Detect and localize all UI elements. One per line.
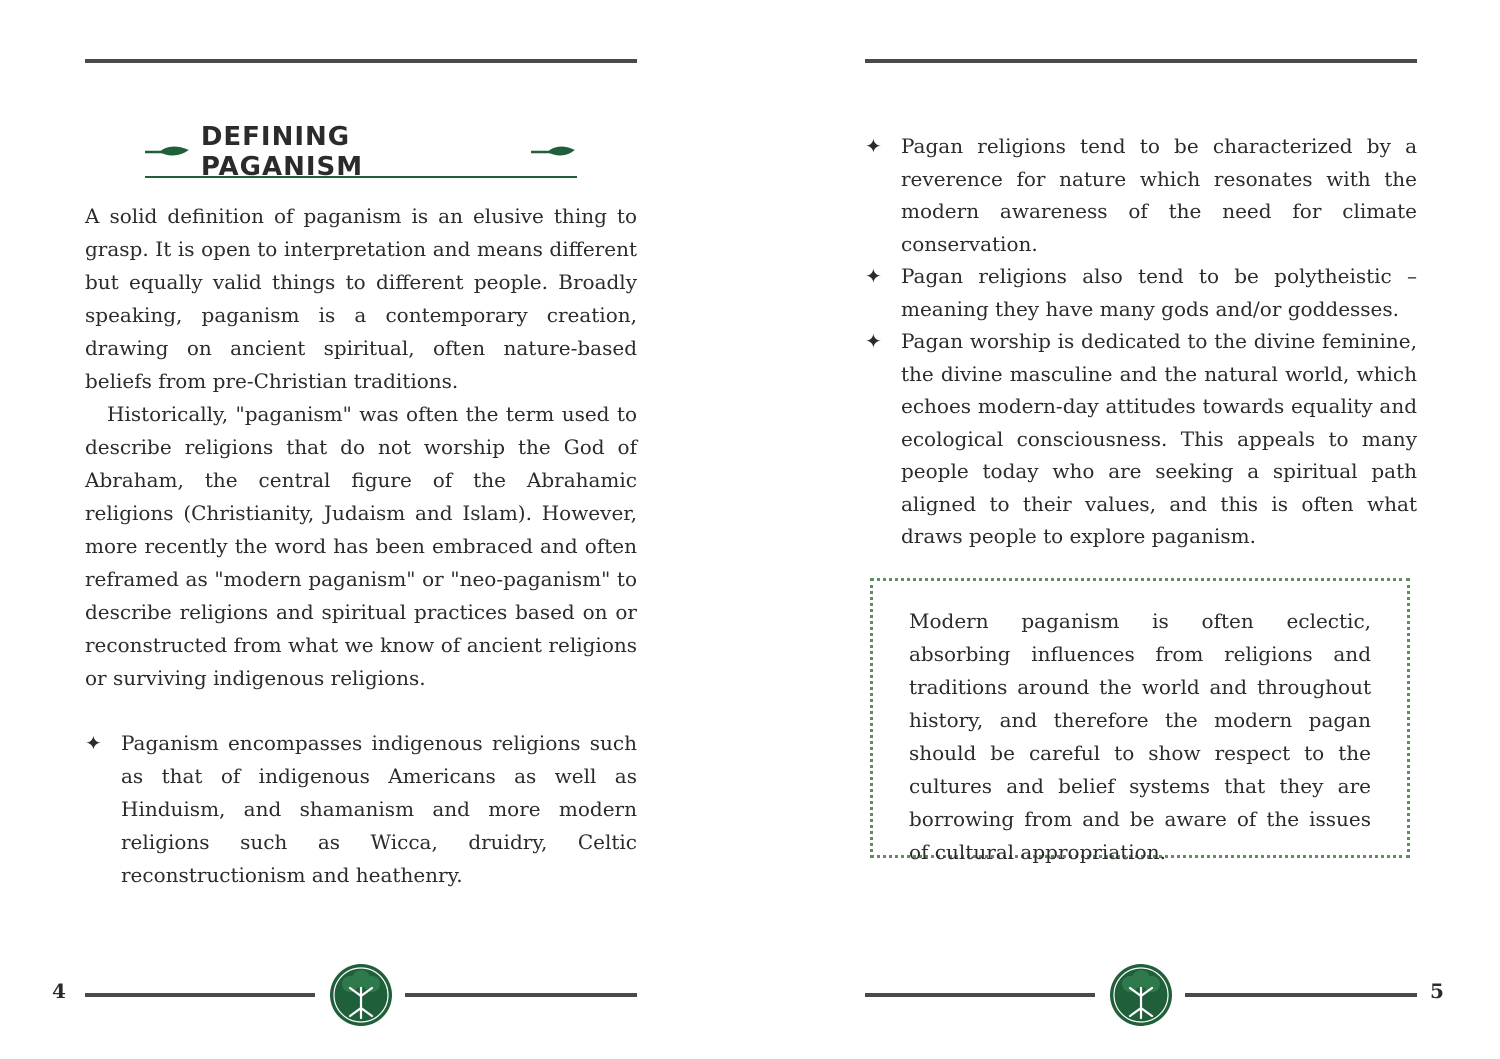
page-title: DEFINING PAGANISM: [200, 122, 364, 182]
list-item-text: Pagan religions also tend to be polytheistic – meaning they have many gods and/or goddesses.: [901, 264, 1417, 321]
section-heading: [145, 122, 577, 182]
list-item-text: Paganism encompasses indigenous religions such as that of indigenous Americans as well as Hinduism, and shamanism and more modern religions such as Wicca, druidry, Celtic reconstructionism and heathenry.: [121, 731, 637, 887]
four-point-star-icon: ✦: [865, 329, 882, 353]
list-item: [865, 260, 1417, 325]
bullet-list: [865, 130, 1417, 553]
tree-of-life-icon: [328, 962, 394, 1028]
four-point-star-icon: ✦: [865, 264, 882, 288]
list-item-text: Pagan worship is dedicated to the divine feminine, the divine masculine and the natural world, which echoes modern-day attitudes towards equality and ecological consciousness. This appeals to many people today who are seeking a spiritual path aligned to their values, and this is often what draws people to explore paganism.: [901, 329, 1417, 548]
right-page: [750, 0, 1500, 1059]
leaf-right-icon: [531, 141, 577, 163]
top-rule: [85, 59, 637, 63]
callout-box: [870, 578, 1410, 864]
callout-text: Modern paganism is often eclectic, absorbing influences from religions and traditions around the world and throughout history, and therefore the modern pagan should be careful to show respect to the cultures and belief systems that they are borrowing from and be aware of the issues of cultural appropriation.: [909, 609, 1371, 864]
list-item: [865, 130, 1417, 260]
paragraph: Historically, "paganism" was often the term used to describe religions that do not worship the God of Abraham, the central figure of the Abrahamic religions (Christianity, Judaism and Islam). However, more recently the word has been embraced and often reframed as "modern paganism" or "neo-paganism" to describe religions and spiritual practices based on or reconstructed from what we know of ancient religions or surviving indigenous religions.: [85, 402, 637, 690]
list-item: [85, 727, 637, 892]
list-item-text: Pagan religions tend to be characterized by a reverence for nature which resonates with the modern awareness of the need for climate conservation.: [901, 134, 1417, 256]
footer-rule-right: [1185, 993, 1417, 997]
page-number: 5: [1430, 979, 1444, 1003]
four-point-star-icon: ✦: [85, 731, 102, 755]
list-item: [865, 325, 1417, 553]
tree-of-life-icon: [1108, 962, 1174, 1028]
footer-rule-right: [405, 993, 637, 997]
paragraph: A solid definition of paganism is an elusive thing to grasp. It is open to interpretation and means different but equally valid things to different people. Broadly speaking, paganism is a contemporary creation, drawing on ancient spiritual, often nature-based beliefs from pre-Christian traditions.: [85, 204, 637, 393]
footer-rule-left: [865, 993, 1095, 997]
top-rule: [865, 59, 1417, 63]
four-point-star-icon: ✦: [865, 134, 882, 158]
page-number: 4: [52, 979, 66, 1003]
body-text: [85, 200, 637, 695]
footer-rule-left: [85, 993, 315, 997]
leaf-left-icon: [145, 141, 191, 163]
bullet-list: [85, 727, 637, 892]
